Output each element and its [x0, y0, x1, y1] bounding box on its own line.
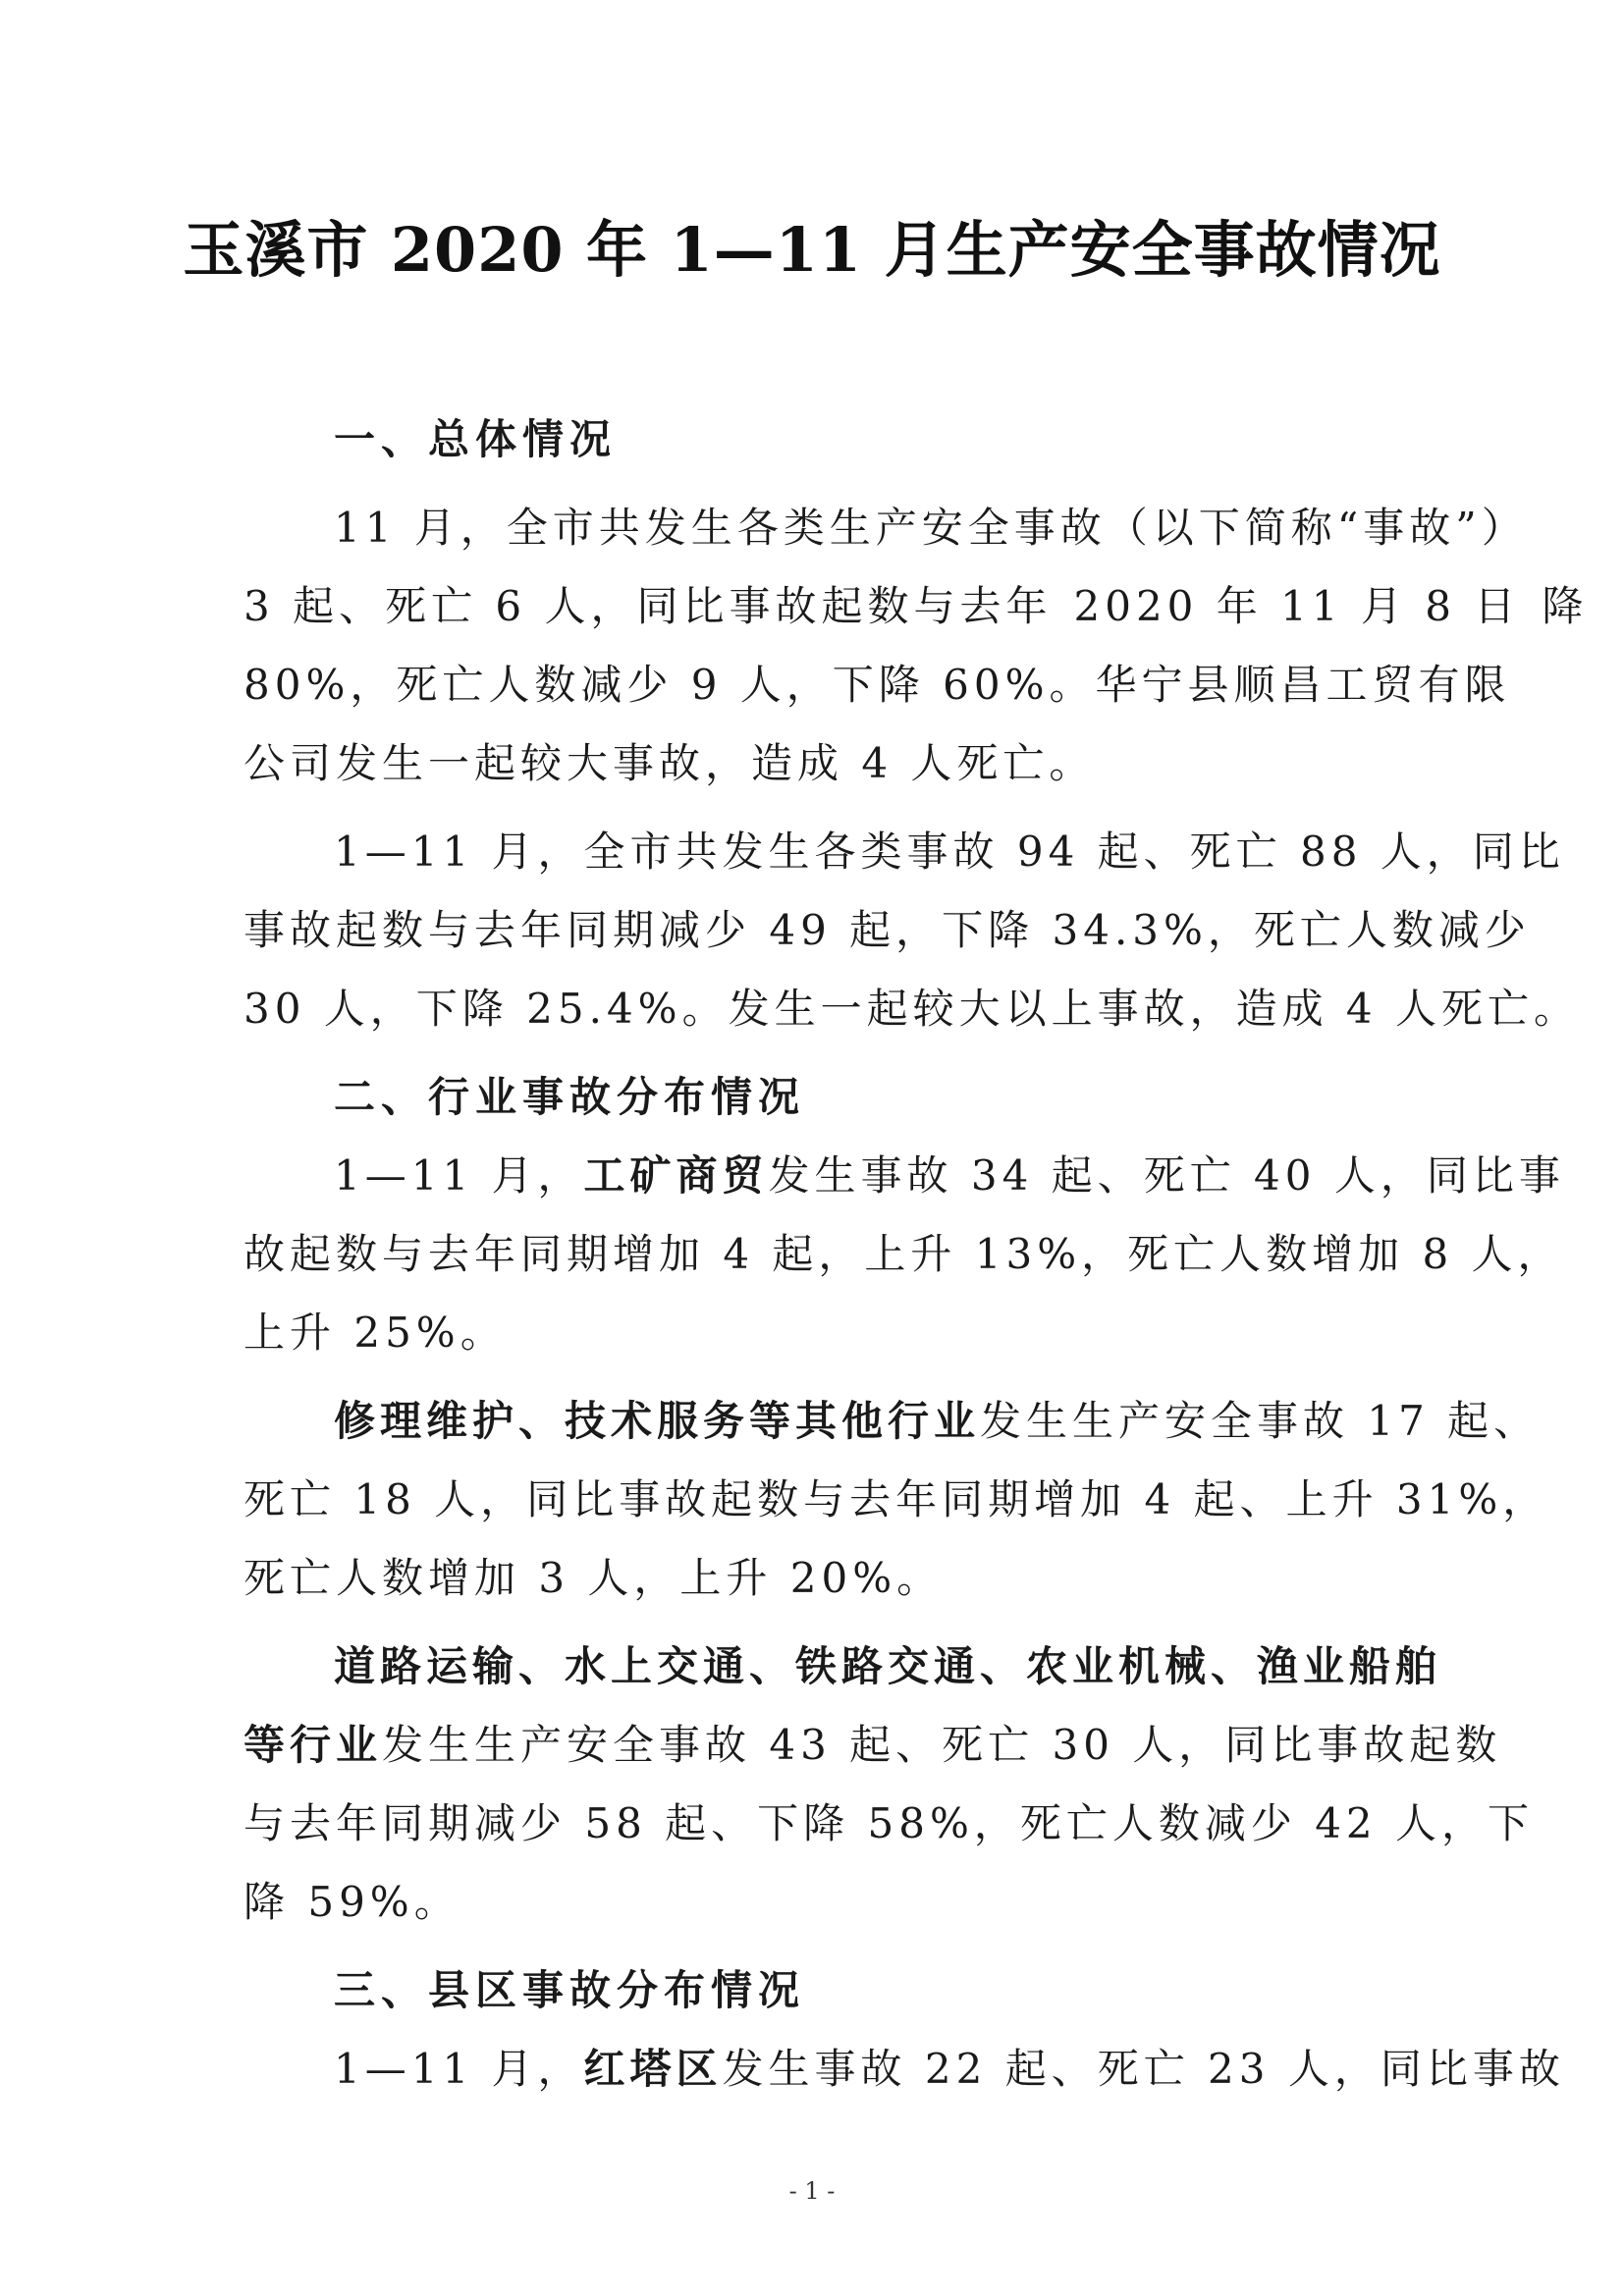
paragraph-line: 上升 25%。 — [244, 1308, 507, 1357]
text-fragment: 降 — [1542, 582, 1589, 630]
industry-label: 修理维护、技术服务等其他行业 — [334, 1397, 981, 1445]
paragraph-line: 降 59%。 — [244, 1878, 460, 1926]
industry-label: 等行业 — [244, 1721, 383, 1769]
text-fragment: 3 起、死亡 6 人，同比事故起数与去年 — [244, 582, 1053, 630]
text-fragment: 发生事故 34 起、死亡 40 人，同比事 — [768, 1151, 1565, 1200]
paragraph-line — [334, 1144, 1565, 1202]
industry-label: 工矿商贸 — [583, 1151, 769, 1200]
paragraph-line: 与去年同期减少 58 起、下降 58%，死亡人数减少 42 人，下 — [244, 1799, 1534, 1847]
paragraph-line: 30 人，下降 25.4%。发生一起较大以上事故，造成 4 人死亡。 — [244, 985, 1580, 1033]
paragraph-line: 80%，死亡人数减少 9 人，下降 60%。华宁县顺昌工贸有限 — [244, 661, 1511, 709]
section-heading-county: 三、县区事故分布情况 — [334, 1966, 806, 2014]
paragraph-line — [244, 1713, 1502, 1772]
industry-label: 道路运输、水上交通、铁路交通、农业机械、渔业船舶 — [334, 1642, 1442, 1690]
paragraph-line: 事故起数与去年同期减少 49 起，下降 34.3%，死亡人数减少 — [244, 906, 1531, 954]
date-stamp: 2020 年 11 月 8 日 — [1073, 582, 1521, 630]
text-fragment: 1—11 月， — [334, 2045, 584, 2093]
paragraph-line: 1—11 月，全市共发生各类事故 94 起、死亡 88 人，同比 — [334, 828, 1565, 876]
district-label: 红塔区 — [583, 2045, 723, 2093]
paragraph-line: 公司发生一起较大事故，造成 4 人死亡。 — [244, 739, 1096, 787]
page-number: - 1 - — [788, 2177, 836, 2205]
paragraph-line: 死亡 18 人，同比事故起数与去年同期增加 4 起、上升 31%， — [244, 1475, 1549, 1523]
section-heading-industry: 二、行业事故分布情况 — [334, 1073, 806, 1121]
paragraph-line — [334, 2037, 1565, 2096]
document-title: 玉溪市 2020 年 1—11 月生产安全事故情况 — [183, 214, 1441, 286]
paragraph-line: 11 月，全市共发生各类生产安全事故（以下简称“事故”） — [334, 504, 1528, 552]
paragraph-line — [244, 574, 1589, 633]
section-heading-overall: 一、总体情况 — [334, 415, 618, 463]
paragraph-line: 故起数与去年同期增加 4 起，上升 13%，死亡人数增加 8 人， — [244, 1230, 1564, 1278]
paragraph-line: 死亡人数增加 3 人，上升 20%。 — [244, 1554, 944, 1602]
text-fragment: 发生生产安全事故 17 起、 — [980, 1397, 1541, 1445]
text-fragment: 1—11 月， — [334, 1151, 584, 1200]
paragraph-line — [334, 1389, 1541, 1448]
text-fragment: 发生生产安全事故 43 起、死亡 30 人，同比事故起数 — [382, 1721, 1502, 1769]
text-fragment: 发生事故 22 起、死亡 23 人，同比事故 — [722, 2045, 1565, 2093]
